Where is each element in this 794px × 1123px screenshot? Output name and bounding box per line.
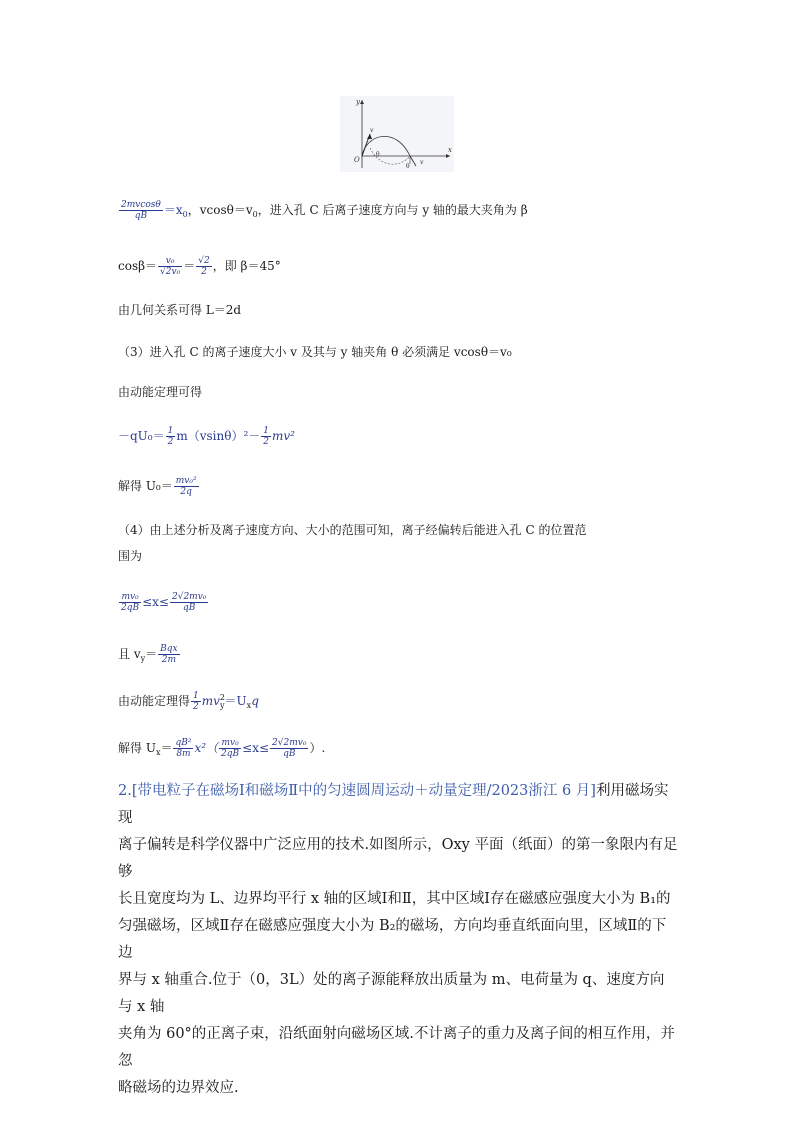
equation-line-5: 由动能定理可得: [118, 385, 203, 399]
equation-line-2: cosβ＝ $\frac{\text{v₀}}{\text{√2v₀}}$ ＝ $\frac{√2}{2}$ ，即 β＝45°: [118, 256, 281, 277]
trajectory-figure: [340, 96, 454, 172]
equation-line-1: $\frac{2mvcos\theta}{qB}$ $=x_0$，$vcos\theta=v_0$，进入孔 C 后离子速度方向与 y 轴的最大夹角为 β: [121, 200, 528, 221]
equation-line-6: －qU₀＝ $\frac{1}{2}$ m（vsinθ）²－ $\frac{1}{2}$ mv²: [118, 426, 295, 447]
equation-line-13: 解得 $U_x=$ $\frac{\text{qB²}}{8m}$ x²（ $\frac{\text{mv₀}}{2qB}$ ≤x≤ $\frac{\text{2√2mv₀}}{qB}$ ）.: [118, 738, 326, 759]
equation-line-12: 由动能定理得 $\frac{1}{2}$ $mv^2_y=U_xq$: [118, 691, 259, 712]
origin-label: O: [354, 156, 360, 164]
problem-2-line-6: 夹角为 60°的正离子束，沿纸面射向磁场区域.不计离子的重力及离子间的相互作用，并忽: [118, 1026, 675, 1069]
problem-number: 2.: [118, 783, 132, 799]
equation-line-7: 解得 U₀＝ $\frac{\text{mv₀²}}{2q}$: [118, 476, 197, 497]
y-axis-label: y: [356, 98, 360, 106]
velocity-exit-label: v: [420, 159, 424, 166]
step-4-text-cont: 围为: [118, 549, 143, 563]
step-4-text: （4）由上述分析及离子速度方向、大小的范围可知，离子经偏转后能进入孔 C 的位置范: [118, 523, 587, 537]
problem-2-line-7: 略磁场的边界效应.: [118, 1080, 239, 1096]
problem-2-line-5: 界与 x 轴重合.位于（0，3L）处的离子源能释放出质量为 m、电荷量为 q、速度方向与 x 轴: [118, 972, 665, 1015]
problem-2-line-2: 离子偏转是科学仪器中广泛应用的技术.如图所示，Oxy 平面（纸面）的第一象限内有足够: [118, 837, 678, 880]
equation-line-3: 由几何关系可得 L＝2d: [118, 303, 242, 317]
range-inequality: $\frac{\text{mv₀}}{2qB}$ ≤x≤ $\frac{\text{2√2mv₀}}{qB}$: [121, 592, 207, 613]
problem-2-line-4: 匀强磁场，区域Ⅱ存在磁感应强度大小为 B₂的磁场，方向均垂直纸面向里，区域Ⅱ的下边: [118, 918, 667, 961]
problem-2: [118, 778, 678, 1102]
problem-tag: [带电粒子在磁场Ⅰ和磁场Ⅱ中的匀速圆周运动＋动量定理/2023浙江 6 月]: [131, 783, 596, 799]
theta-label: θ: [376, 151, 380, 158]
x-axis-label: x: [448, 146, 452, 154]
problem-2-line-1: 2.[带电粒子在磁场Ⅰ和磁场Ⅱ中的匀速圆周运动＋动量定理/2023浙江 6 月]利用磁场实现: [118, 783, 669, 826]
equation-line-11: 且 $v_y=$ $\frac{\text{Bqx}}{2m}$: [118, 644, 178, 665]
theta-exit-label: θ: [406, 163, 410, 170]
velocity-label: v: [370, 127, 374, 134]
fraction: $\frac{2mvcos\theta}{qB}$: [121, 200, 161, 221]
problem-2-line-3: 长且宽度均为 L、边界均平行 x 轴的区域Ⅰ和Ⅱ，其中区域Ⅰ存在磁感应强度大小为 B₁的: [118, 891, 671, 907]
step-3-text: （3）进入孔 C 的离子速度大小 v 及其与 y 轴夹角 θ 必须满足 vcosθ＝v₀: [118, 345, 512, 359]
